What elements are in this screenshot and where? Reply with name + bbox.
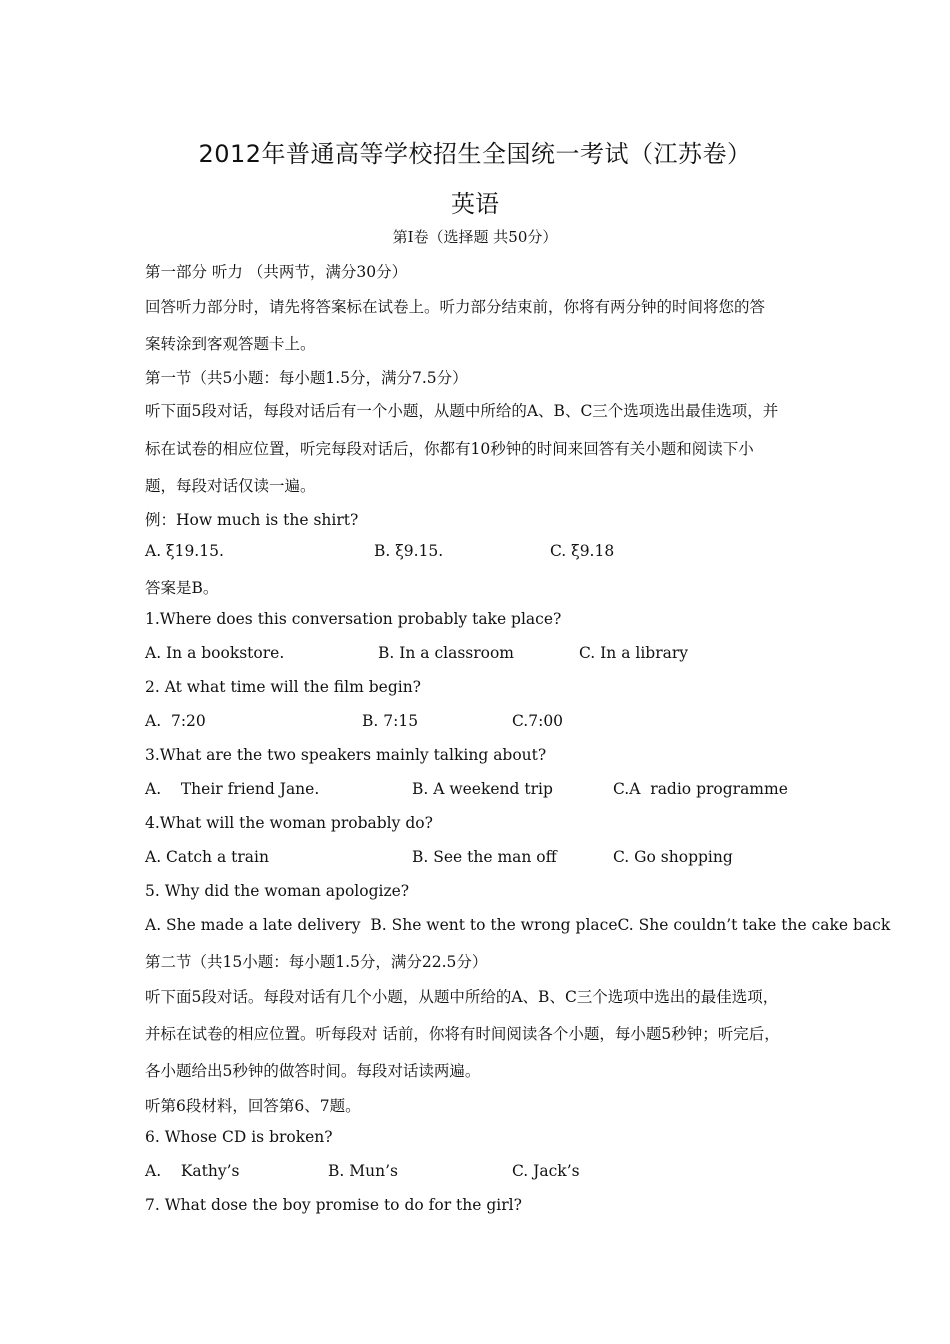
question-3: 3.What are the two speakers mainly talking about? <box>145 746 547 764</box>
option-b: B. ξ9.15. <box>374 542 444 560</box>
option-c: C. Go shopping <box>613 848 733 866</box>
example-answer: 答案是B。 <box>145 579 219 597</box>
option-b: B. 7:15 <box>362 712 419 730</box>
option-c: C.A radio programme <box>613 780 788 798</box>
material-heading: 听第6段材料，回答第6、7题。 <box>145 1097 361 1115</box>
section2-instruction-line3: 各小题给出5秒钟的做答时间。每段对话读两遍。 <box>145 1062 481 1080</box>
option-c: C. In a library <box>579 644 689 662</box>
question-7: 7. What dose the boy promise to do for the girl? <box>145 1196 522 1214</box>
option-a: A. 7:20 <box>145 712 206 730</box>
section1-instruction-line3: 题，每段对话仅读一遍。 <box>145 477 316 495</box>
question-4: 4.What will the woman probably do? <box>145 814 433 832</box>
option-a: A. ξ19.15. <box>145 542 224 560</box>
question-1: 1.Where does this conversation probably take place? <box>145 610 562 628</box>
section2-instruction-line2: 并标在试卷的相应位置。听每段对 话前，你将有时间阅读各个小题，每小题5秒钟；听完后， <box>145 1025 780 1043</box>
section1-heading: 第一节（共5小题：每小题1.5分，满分7.5分） <box>145 369 468 387</box>
option-a: A. Kathy’s <box>145 1162 240 1180</box>
option-b: B. In a classroom <box>378 644 515 662</box>
option-b: B. Mun’s <box>328 1162 398 1180</box>
option-c: C.7:00 <box>512 712 564 730</box>
option-c: C. ξ9.18 <box>550 542 615 560</box>
part1-instruction-line2: 案转涂到客观答题卡上。 <box>145 335 316 353</box>
question-2: 2. At what time will the film begin? <box>145 678 421 696</box>
question-6: 6. Whose CD is broken? <box>145 1128 333 1146</box>
section2-heading: 第二节（共15小题：每小题1.5分，满分22.5分） <box>145 953 488 971</box>
option-b: B. A weekend trip <box>412 780 553 798</box>
option-a: A. In a bookstore. <box>145 644 285 662</box>
option-a: A. Catch a train <box>145 848 269 866</box>
example-question: 例：How much is the shirt? <box>145 511 359 529</box>
part1-instruction-line1: 回答听力部分时，请先将答案标在试卷上。听力部分结束前，你将有两分钟的时间将您的答 <box>145 298 766 316</box>
volume-heading: 第Ⅰ卷（选择题 共50分） <box>392 228 558 246</box>
option-c: C. Jack’s <box>512 1162 580 1180</box>
option-b: B. See the man off <box>412 848 557 866</box>
question-5: 5. Why did the woman apologize? <box>145 882 410 900</box>
subject-title: 英语 <box>451 190 499 218</box>
section1-instruction-line1: 听下面5段对话，每段对话后有一个小题，从题中所给的A、B、C三个选项选出最佳选项，并 <box>145 402 779 420</box>
section1-instruction-line2: 标在试卷的相应位置，听完每段对话后，你都有10秒钟的时间来回答有关小题和阅读下小 <box>145 440 754 458</box>
part1-heading: 第一部分 听力 （共两节，满分30分） <box>145 263 408 281</box>
question-5-options: A. She made a late delivery B. She went to the wrong placeC. She couldn’t take the cake back <box>145 916 891 934</box>
option-a: A. Their friend Jane. <box>145 780 320 798</box>
exam-title: 2012年普通高等学校招生全国统一考试（江苏卷） <box>198 140 752 168</box>
section2-instruction-line1: 听下面5段对话。每段对话有几个小题，从题中所给的A、B、C三个选项中选出的最佳选项， <box>145 988 779 1006</box>
